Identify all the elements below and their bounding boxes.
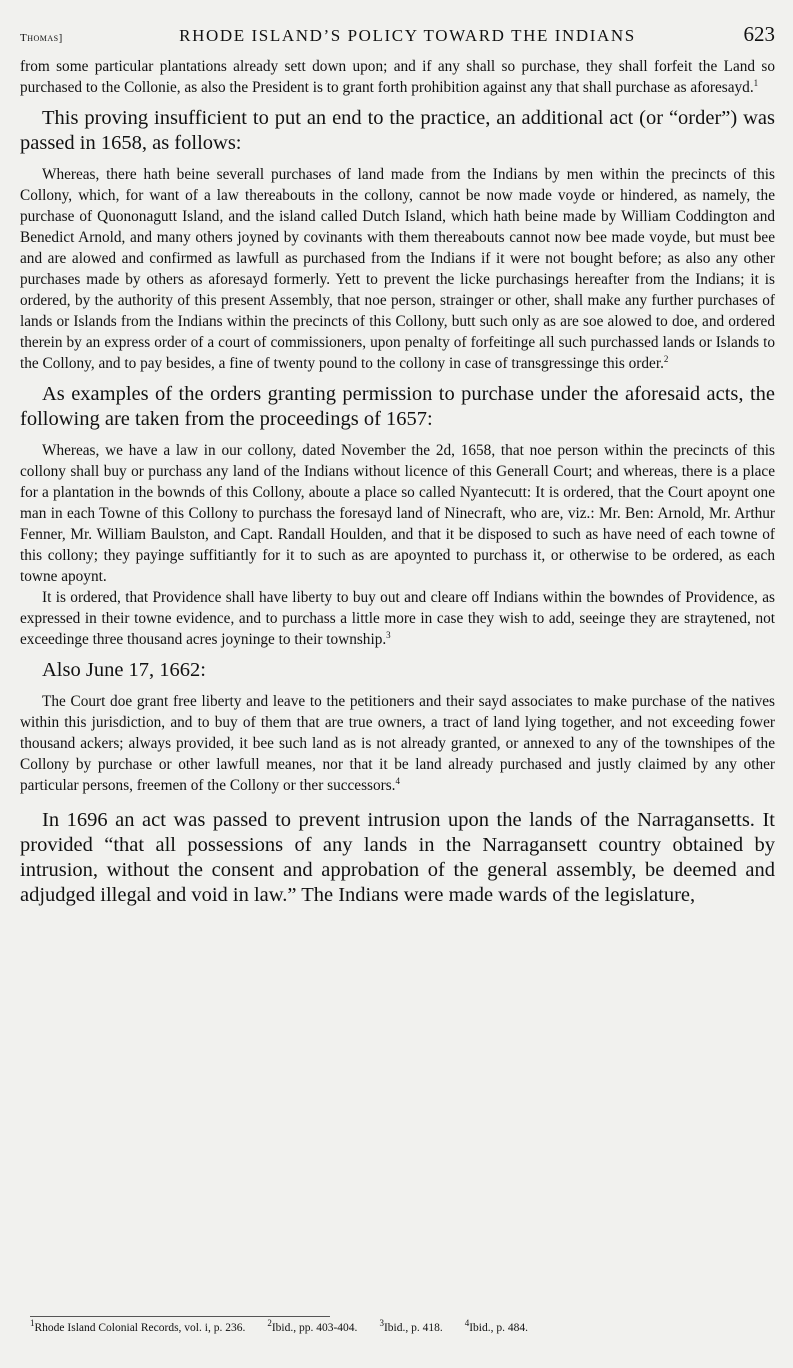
- footnote: $^1$Rhode Island Colonial Records, vol. i, p. 236.: [30, 1318, 246, 1334]
- quote-continuation: from some particular plantations already sett down upon; and if any shall so purchase, they shall forfeit the Land so purchased to the Collonie, as also the President is to grant forth prohibition against any that shall purchase as aforesayd.$^1$: [20, 58, 775, 96]
- footnote-rule: [30, 1316, 330, 1317]
- body-paragraph: As examples of the orders granting permission to purchase under the aforesaid acts, the following are taken from the proceedings of 1657:: [20, 383, 775, 430]
- block-quote: The Court doe grant free liberty and leave to the petitioners and their sayd associates to make purchase of the natives within this jurisdiction, and to buy of them that are true owners, a tract of land lying together, and not exceeding fower thousand ackers; always provided, it bee such land as is not already granted, or annexed to any of the townshipes of the Collony by purchase or other lawfull meanes, nor that it be land already purchased and justly claimed by any other particular persons, freemen of the Collony or ther successors.$^4$: [20, 693, 775, 794]
- running-head-title: RHODE ISLAND’S POLICY TOWARD THE INDIANS: [179, 26, 636, 45]
- page-number: 623: [743, 22, 775, 46]
- block-quote: Whereas, there hath beine severall purchases of land made from the Indians by men within the precincts of this Collony, which, for want of a law thereabouts in the collony, cannot be now made voyde or hindered, as namely, the purchase of Quononagutt Island, and the island called Dutch Island, which hath beine made by William Coddington and Benedict Arnold, and many others joyned by covinants with them thereabouts cannot now bee made voyde, but must bee and are alowed and confirmed as lawfull as purchased from the Indians if it were not bought before; as also any other purchases made by others as aforesayd formerly. Yett to prevent the licke purchasings hereafter from the Indians; it is ordered, by the authority of this present Assembly, that noe person, strainger or other, shall make any further purchases of lands or Islands from the Indians within the precincts of this Collony, butt such only as are soe alowed to doe, and ordered therein by an express order of a court of commissioners, upon penalty of forfeitinge all such purchassed lands or Islands to the Collony, and to pay besides, a fine of twenty pound to the collony in case of transgressinge this order.$^2$: [20, 166, 775, 372]
- footnote: $^4$Ibid., p. 484.: [464, 1318, 528, 1334]
- footnote-ref: 3: [386, 629, 391, 640]
- footnotes: [30, 1318, 763, 1334]
- footnote: $^2$Ibid., pp. 403-404.: [267, 1318, 358, 1334]
- body-paragraph: Also June 17, 1662:: [42, 659, 206, 681]
- footnote-ref: 4: [395, 775, 401, 786]
- block-quote: Whereas, we have a law in our collony, dated November the 2d, 1658, that noe person within the precincts of this collony shall buy or purchass any land of the Indians without licence of this Generall Court; and whereas, there is a place for a plantation in the bownds of this Collony, aboute a place so called Nyantecutt: It is ordered, that the Court apoynt one man in each Towne of this Collony to purchass the foresayd land of Ninecraft, who are, viz.: Mr. Ben: Arnold, Mr. Arthur Fenner, Mr. William Baulston, and Capt. Randall Houlden, and that it be disposed to such as have need of each towne of this collony; they payinge suffitiantly for it to such as are apoynted to purchass it, or otherwise to be ordered, as each towne apoynt.: [20, 442, 775, 585]
- footnote: $^3$Ibid., p. 418.: [379, 1318, 443, 1334]
- running-head-author: Thomas]: [20, 32, 63, 44]
- footnote-ref: 1: [753, 77, 759, 88]
- running-header: [20, 22, 775, 52]
- footnote-ref: 2: [663, 353, 669, 364]
- body-paragraph: In 1696 an act was passed to prevent intrusion upon the lands of the Narragansetts. It provided “that all possessions of any lands in the Narragansett country obtained by intrusion, without the consent and approbation of the general assembly, be deemed and adjudged illegal and void in law.” The Indians were made wards of the legislature,: [20, 809, 775, 906]
- body-paragraph: This proving insufficient to put an end to the practice, an additional act (or “order”) was passed in 1658, as follows:: [20, 107, 775, 154]
- block-quote: It is ordered, that Providence shall have liberty to buy out and cleare off Indians within the bowndes of Providence, as expressed in their towne evidence, and to purchass a little more in case they wish to add, seeinge they are straytened, not exceedinge three thousand acres joyninge to their township.$^3$: [20, 589, 775, 648]
